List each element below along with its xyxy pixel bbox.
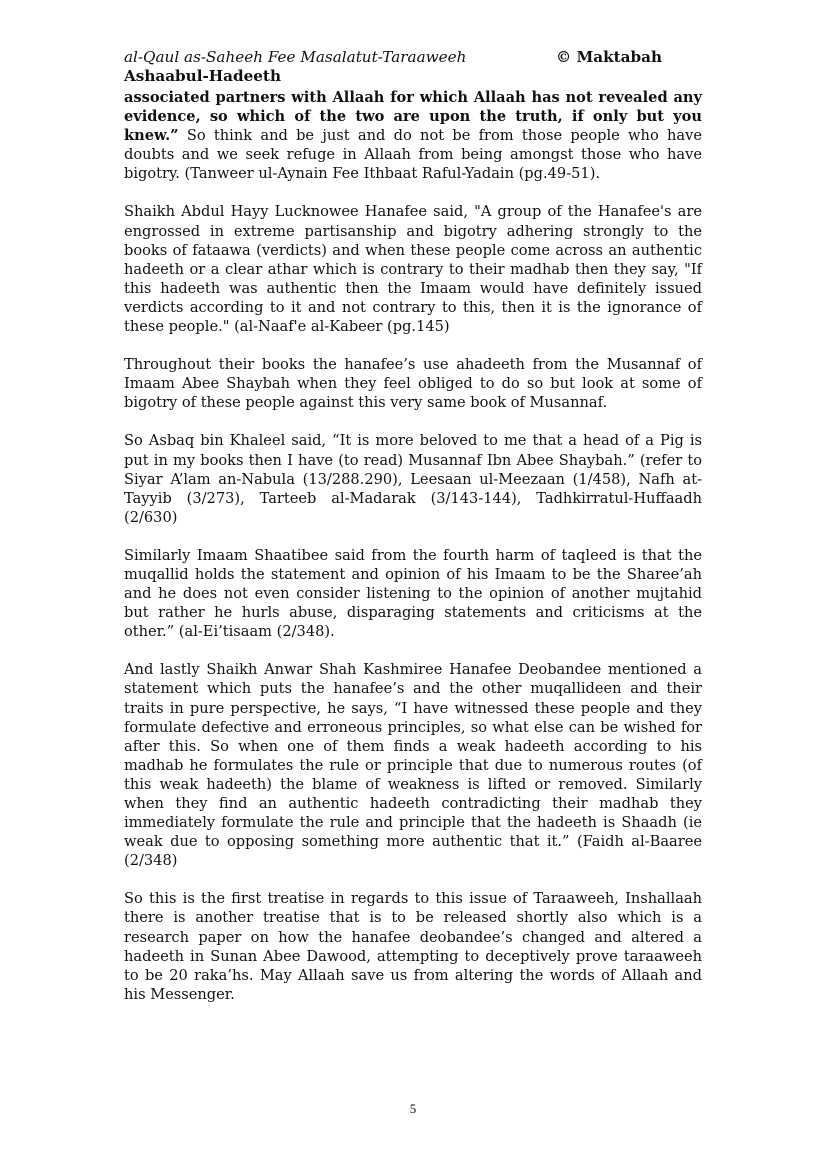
paragraph-1 — [124, 88, 702, 183]
page-number: 5 — [409, 1101, 417, 1116]
paragraph-7: So this is the first treatise in regards to this issue of Taraaweeh, Inshallaah there is another treatise that is to be released shortly also which is a research paper on how the hanafee deobandee’s changed and altered a hadeeth in Sunan Abee Dawood, attempting to deceptively prove taraaweeh to be 20 raka’hs. May Allaah save us from altering the words of Allaah and his Messenger. — [124, 890, 702, 1003]
paragraph-2: Shaikh Abdul Hayy Lucknowee Hanafee said, "A group of the Hanafee's are engrossed in extreme partisanship and bigotry adhering strongly to the books of fataawa (verdicts) and when these people come across an authentic hadeeth or a clear athar which is contrary to their madhab then they say, "If this hadeeth was authentic then the Imaam would have definitely issued verdicts according to it and not contrary to this, then it is the ignorance of these people." (al-Naaf'e al-Kabeer (pg.145) — [124, 203, 702, 336]
header-copyright: © Maktabah — [555, 48, 662, 66]
header-publisher: Ashaabul-Hadeeth — [124, 67, 281, 85]
header-book-title: al-Qaul as-Saheeh Fee Masalatut-Taraaweeh — [124, 48, 467, 66]
running-header — [124, 48, 702, 86]
paragraph-4: So Asbaq bin Khaleel said, “It is more beloved to me that a head of a Pig is put in my books then I have (to read) Musannaf Ibn Abee Shaybah.” (refer to Siyar A’lam an-Nabula (13/288.290), Leesaan ul-Meezaan (1/458), Nafh at-Tayyib (3/273), Tarteeb al-Madarak (3/143-144), Tadhkirratul-Huffaadh (2/630) — [124, 432, 702, 526]
document-page — [124, 48, 702, 1023]
paragraph-1-text: So think and be just and do not be from those people who have doubts and we seek refuge in Allaah from being amongst those who have bigotry. (Tanweer ul-Aynain Fee Ithbaat Raful-Yadain (pg.49-51). — [124, 127, 702, 183]
paragraph-1-bold-quote: associated partners with Allaah for which Allaah has not revealed any evidence, so which of the two are upon the truth, if only but you knew.” — [124, 89, 702, 145]
paragraph-6: And lastly Shaikh Anwar Shah Kashmiree Hanafee Deobandee mentioned a statement which puts the hanafee’s and the other muqallideen and their traits in pure perspective, he says, “I have witnessed these people and they formulate defective and erroneous principles, so what else can be wished for after this. So when one of them finds a weak hadeeth according to his madhab he formulates the rule or principle that due to numerous routes (of this weak hadeeth) the blame of weakness is lifted or removed. Similarly when they find an authentic hadeeth contradicting their madhab they immediately formulate the rule and principle that the hadeeth is Shaadh (ie weak due to opposing something more authentic that it.” (Faidh al-Baaree (2/348) — [124, 661, 702, 870]
header-row — [124, 48, 662, 67]
paragraph-3: Throughout their books the hanafee’s use ahadeeth from the Musannaf of Imaam Abee Shaybah when they feel obliged to do so but look at some of bigotry of these people against this very same book of Musannaf. — [124, 356, 702, 412]
paragraph-5: Similarly Imaam Shaatibee said from the fourth harm of taqleed is that the muqallid holds the statement and opinion of his Imaam to be the Sharee’ah and he does not even consider listening to the opinion of another mujtahid but rather he hurls abuse, disparaging statements and criticisms at the other.” (al-Ei’tisaam (2/348). — [124, 546, 702, 641]
